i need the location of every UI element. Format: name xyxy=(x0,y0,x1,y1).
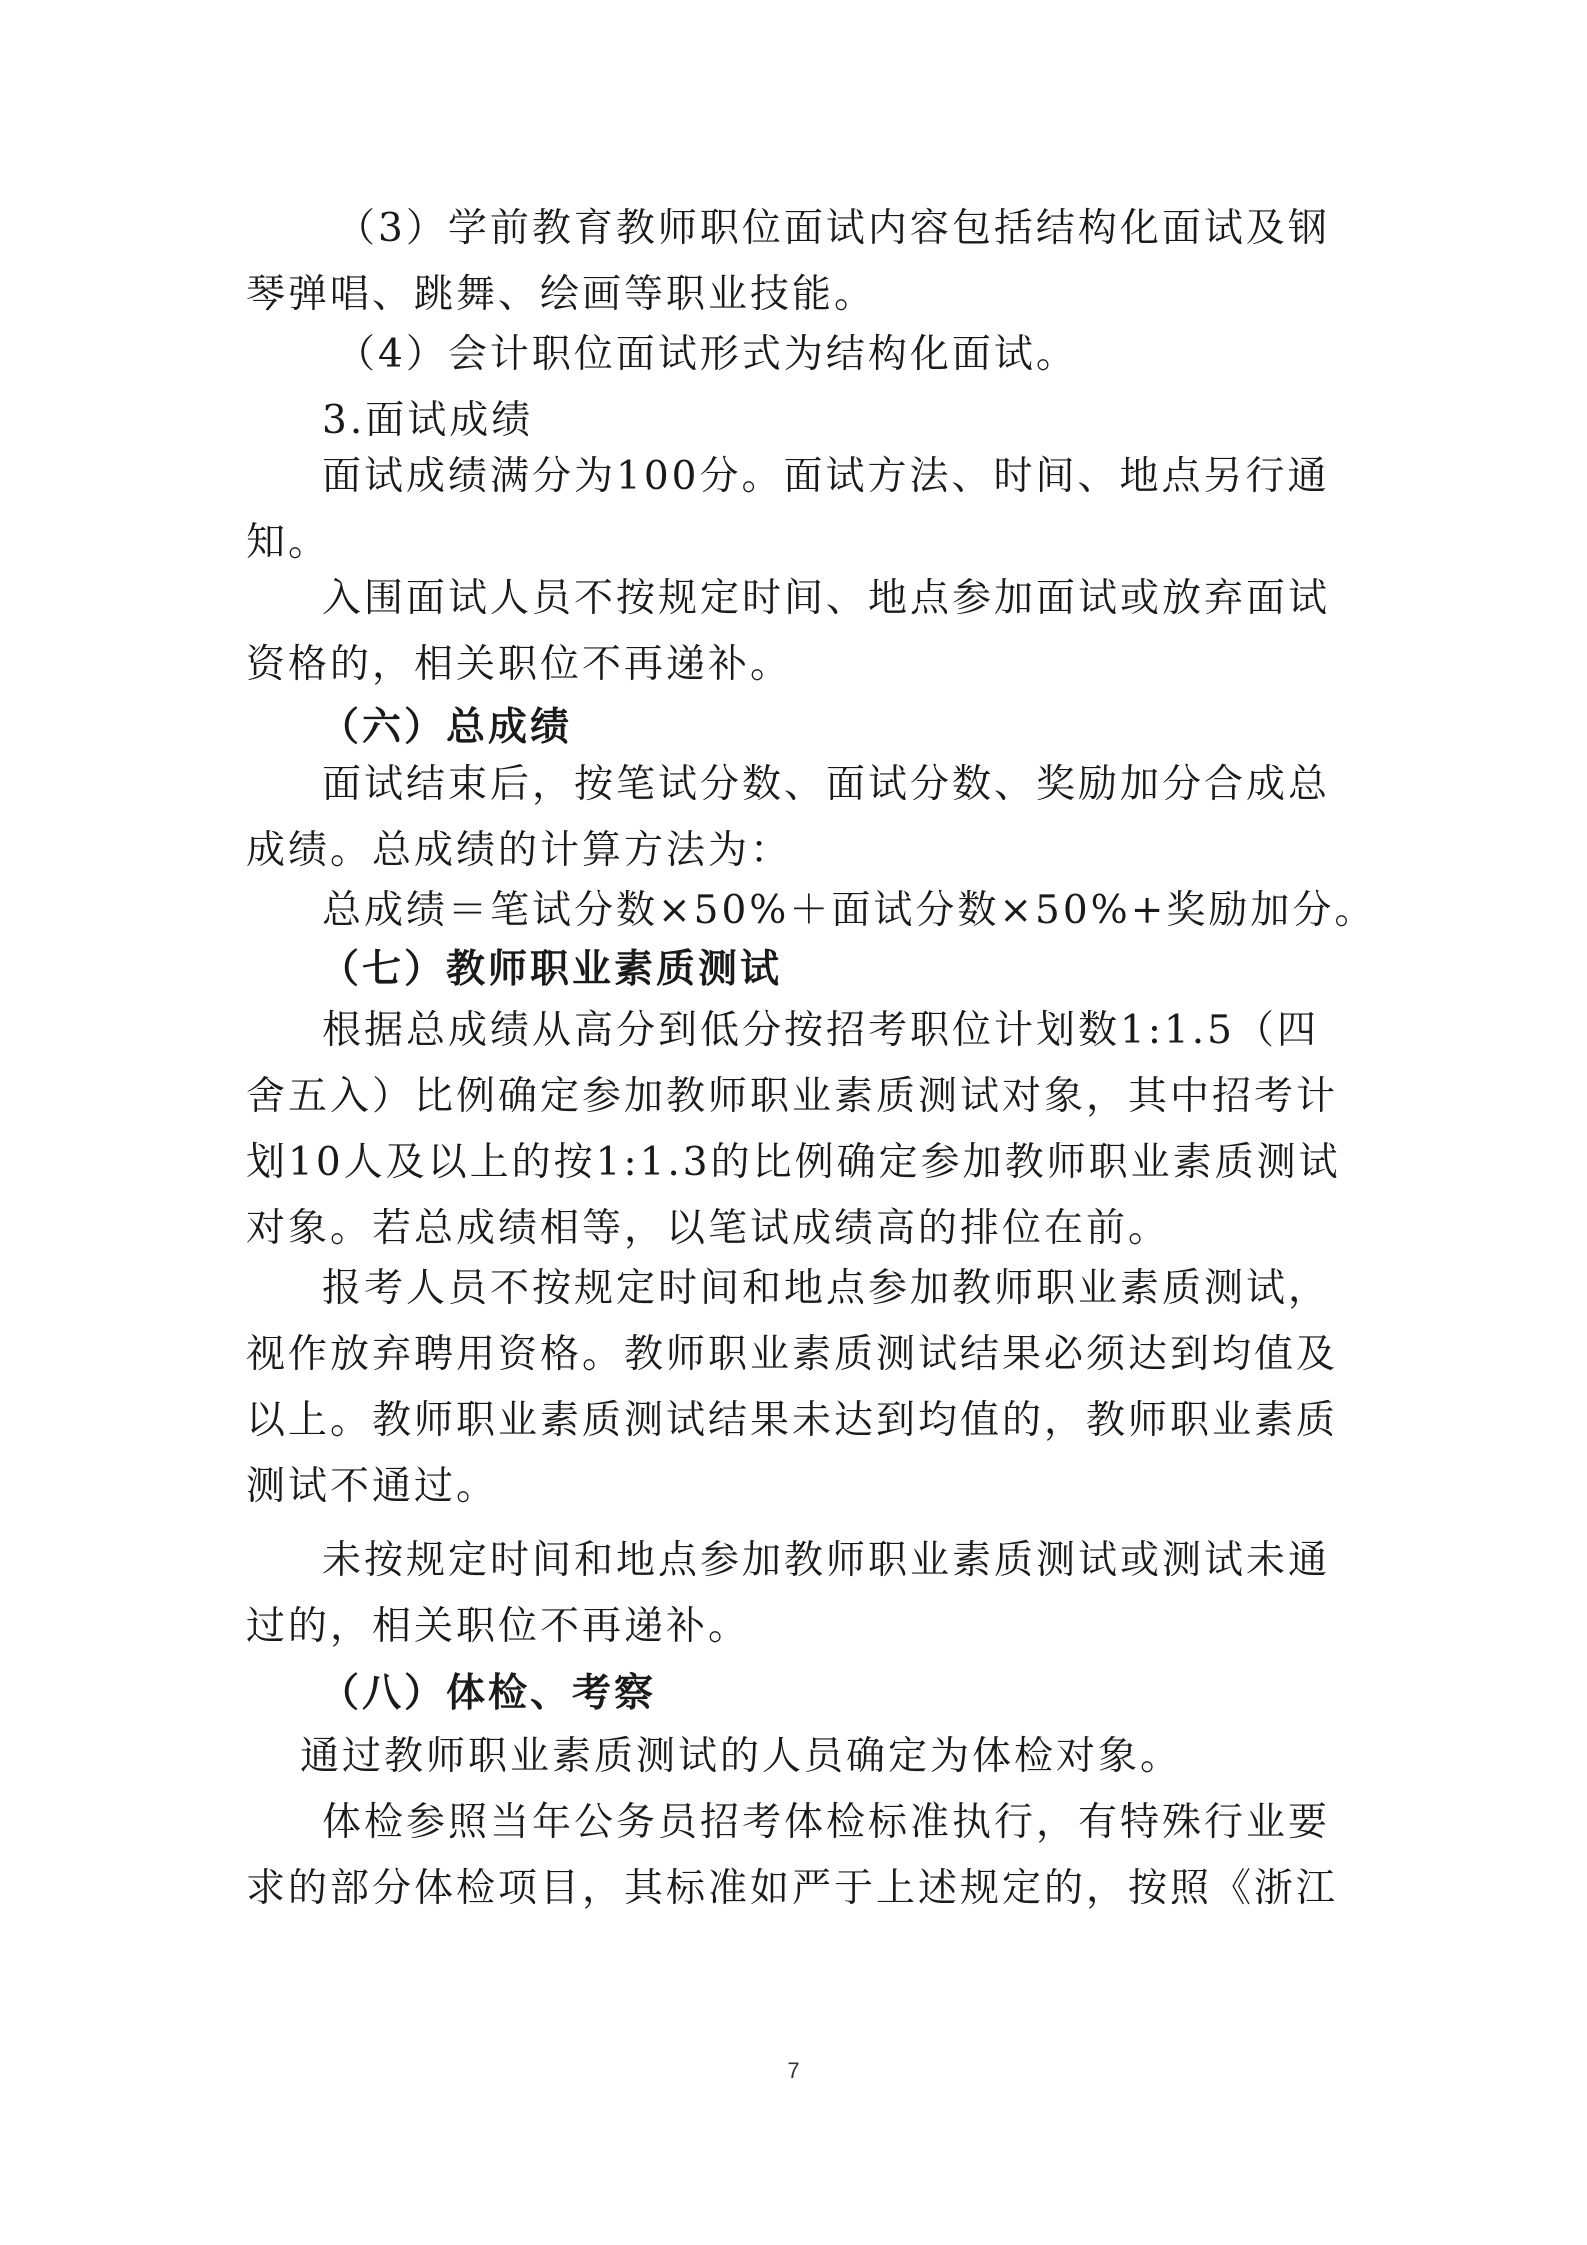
paragraph-physical-exam-standard: 体检参照当年公务员招考体检标准执行，有特殊行业要求的部分体检项目，其标准如严于上述规定的，按照《浙江 xyxy=(246,1800,1339,1911)
paragraph-quality-test-rules: 报考人员不按规定时间和地点参加教师职业素质测试，视作放弃聘用资格。教师职业素质测试结果必须达到均值及以上。教师职业素质测试结果未达到均值的，教师职业素质测试不通过。 xyxy=(246,1266,1339,1509)
formula-total-score: 总成绩＝笔试分数×50%＋面试分数×50%+奖励加分。 xyxy=(322,888,1377,933)
paragraph-interview-absence: 入围面试人员不按规定时间、地点参加面试或放弃面试资格的，相关职位不再递补。 xyxy=(246,576,1331,687)
paragraph-accounting-interview: （4）会计职位面试形式为结构化面试。 xyxy=(336,332,1078,377)
paragraph-total-score: 面试结束后，按笔试分数、面试分数、奖励加分合成总成绩。总成绩的计算方法为： xyxy=(246,762,1331,873)
paragraph-quality-test-no-backfill: 未按规定时间和地点参加教师职业素质测试或测试未通过的，相关职位不再递补。 xyxy=(246,1538,1331,1649)
paragraph-physical-exam-candidates: 通过教师职业素质测试的人员确定为体检对象。 xyxy=(300,1734,1183,1779)
page-number: 7 xyxy=(787,2058,800,2083)
heading-teacher-quality-test: （七）教师职业素质测试 xyxy=(320,946,783,992)
heading-total-score: （六）总成绩 xyxy=(320,704,573,750)
paragraph-preschool-interview: （3）学前教育教师职位面试内容包括结构化面试及钢琴弹唱、跳舞、绘画等职业技能。 xyxy=(246,206,1330,317)
heading-physical-exam: （八）体检、考察 xyxy=(320,1670,657,1716)
paragraph-quality-test-ratio: 根据总成绩从高分到低分按招考职位计划数1:1.5（四舍五入）比例确定参加教师职业素质测试对象，其中招考计划10人及以上的按1:1.3的比例确定参加教师职业素质测试对象。若总成绩相等，以笔试成绩高的排位在前。 xyxy=(246,1008,1341,1251)
heading-interview-score: 3.面试成绩 xyxy=(322,398,534,443)
paragraph-interview-score: 面试成绩满分为100分。面试方法、时间、地点另行通知。 xyxy=(246,454,1330,565)
